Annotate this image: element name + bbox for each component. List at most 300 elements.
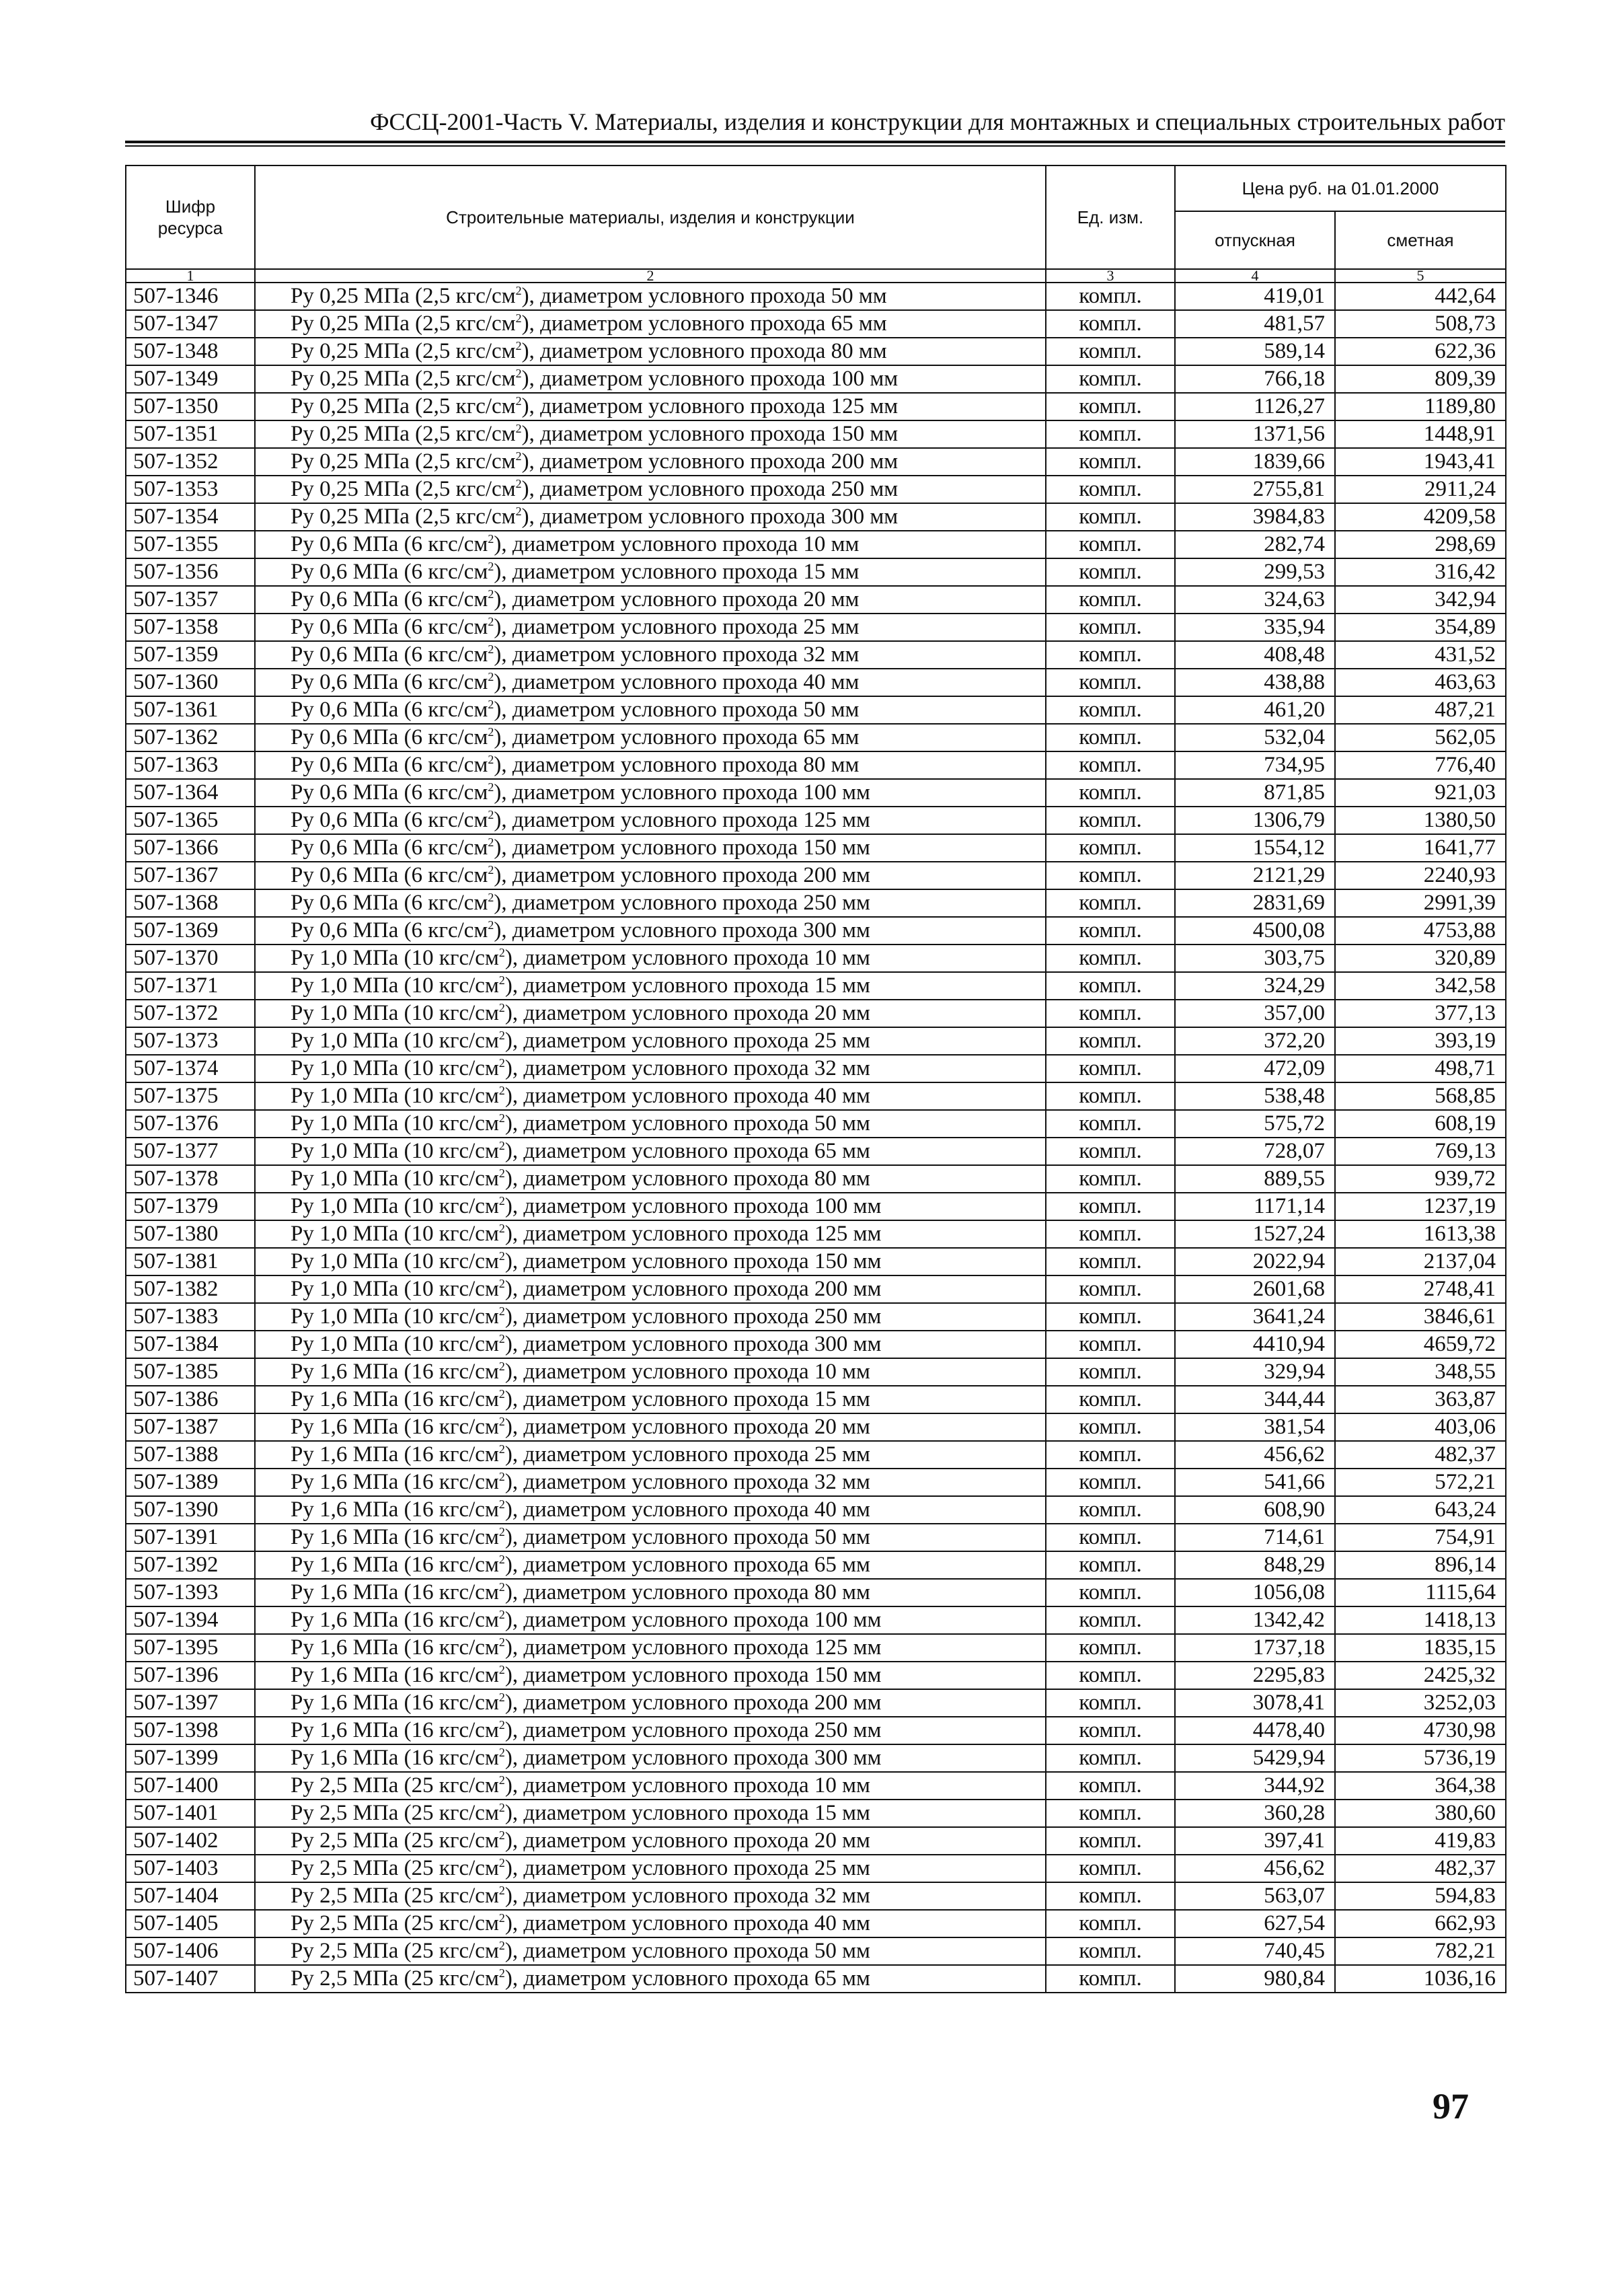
superscript: 2 [498,973,505,987]
superscript: 2 [515,311,522,325]
estimate-price: 754,91 [1335,1524,1506,1551]
resource-code: 507-1371 [126,972,255,1000]
superscript: 2 [498,1194,505,1208]
description-text: Ру 1,0 МПа (10 кгс/см [291,1001,499,1025]
release-price: 532,04 [1175,724,1335,751]
description-text: ), диаметром условного прохода 150 мм [494,836,870,860]
table-row [126,1110,1506,1138]
header-rule [125,141,1505,143]
table-row [126,614,1506,641]
estimate-price: 4753,88 [1335,917,1506,945]
resource-code: 507-1391 [126,1524,255,1551]
material-description [255,1910,1046,1937]
estimate-price: 662,93 [1335,1910,1506,1937]
material-description [255,889,1046,917]
release-price: 4478,40 [1175,1717,1335,1744]
table-row [126,503,1506,531]
description-text: ), диаметром условного прохода 10 мм [504,1773,870,1798]
superscript: 2 [498,1663,505,1676]
release-price: 329,94 [1175,1358,1335,1386]
superscript: 2 [498,1553,505,1566]
description-text: ), диаметром условного прохода 15 мм [494,560,860,584]
unit-cell: компл. [1046,1662,1175,1689]
resource-code: 507-1403 [126,1855,255,1882]
release-price: 889,55 [1175,1165,1335,1193]
description-text: Ру 0,25 МПа (2,5 кгс/см [291,311,516,336]
superscript: 2 [498,1966,505,1980]
description-text: Ру 0,6 МПа (6 кгс/см [291,808,488,832]
description-text: Ру 0,6 МПа (6 кгс/см [291,863,488,887]
description-text: ), диаметром условного прохода 25 мм [504,1856,870,1880]
material-description [255,1138,1046,1165]
estimate-price: 1448,91 [1335,420,1506,448]
release-price: 282,74 [1175,531,1335,558]
estimate-price: 393,19 [1335,1027,1506,1055]
description-text: Ру 0,6 МПа (6 кгс/см [291,836,488,860]
estimate-price: 380,60 [1335,1800,1506,1827]
description-text: Ру 0,6 МПа (6 кгс/см [291,670,488,694]
unit-cell: компл. [1046,1551,1175,1579]
superscript: 2 [488,532,494,546]
table-row [126,338,1506,365]
superscript: 2 [498,1691,505,1704]
description-text: ), диаметром условного прохода 200 мм [494,863,870,887]
table-row [126,1220,1506,1248]
release-price: 714,61 [1175,1524,1335,1551]
description-text: ), диаметром условного прохода 200 мм [521,449,899,474]
release-price: 472,09 [1175,1055,1335,1082]
release-price: 360,28 [1175,1800,1335,1827]
superscript: 2 [488,753,494,766]
resource-code: 507-1396 [126,1662,255,1689]
release-price: 461,20 [1175,696,1335,724]
unit-cell: компл. [1046,889,1175,917]
table-row [126,365,1506,393]
resource-code: 507-1346 [126,283,255,310]
material-description [255,1524,1046,1551]
table-row [126,1524,1506,1551]
material-description [255,862,1046,889]
estimate-price: 2137,04 [1335,1248,1506,1275]
description-text: ), диаметром условного прохода 20 мм [494,587,860,612]
release-price: 589,14 [1175,338,1335,365]
unit-cell: компл. [1046,1469,1175,1496]
table-row [126,669,1506,696]
table-body [126,283,1506,1993]
description-text: ), диаметром условного прохода 20 мм [504,1415,870,1439]
release-price: 324,63 [1175,586,1335,614]
description-text: ), диаметром условного прохода 150 мм [504,1249,882,1273]
description-text: Ру 0,25 МПа (2,5 кгс/см [291,394,516,418]
description-text: ), диаметром условного прохода 50 мм [504,1939,870,1963]
resource-code: 507-1386 [126,1386,255,1413]
unit-cell: компл. [1046,696,1175,724]
superscript: 2 [488,670,494,683]
superscript: 2 [498,1222,505,1235]
unit-cell: компл. [1046,1275,1175,1303]
unit-cell: компл. [1046,1082,1175,1110]
description-text: Ру 1,6 МПа (16 кгс/см [291,1525,499,1549]
description-text: Ру 1,6 МПа (16 кгс/см [291,1663,499,1687]
table-row [126,1248,1506,1275]
superscript: 2 [498,1608,505,1621]
release-price: 575,72 [1175,1110,1335,1138]
superscript: 2 [498,1911,505,1925]
description-text: Ру 0,25 МПа (2,5 кгс/см [291,284,516,308]
superscript: 2 [488,642,494,656]
column-header-unit: Ед. изм. [1046,165,1175,269]
release-price: 1126,27 [1175,393,1335,420]
estimate-price: 377,13 [1335,1000,1506,1027]
material-description [255,1193,1046,1220]
estimate-price: 1641,77 [1335,834,1506,862]
superscript: 2 [498,1056,505,1070]
description-text: ), диаметром условного прохода 65 мм [521,311,887,336]
table-row [126,779,1506,807]
release-price: 344,44 [1175,1386,1335,1413]
resource-code: 507-1404 [126,1882,255,1910]
release-price: 4410,94 [1175,1331,1335,1358]
release-price: 1371,56 [1175,420,1335,448]
superscript: 2 [515,505,522,518]
resource-code: 507-1407 [126,1965,255,1993]
unit-cell: компл. [1046,917,1175,945]
unit-cell: компл. [1046,1772,1175,1800]
material-description [255,503,1046,531]
resource-code: 507-1350 [126,393,255,420]
resource-code: 507-1397 [126,1689,255,1717]
table-row [126,1882,1506,1910]
table-row [126,1800,1506,1827]
resource-code: 507-1379 [126,1193,255,1220]
release-price: 1056,08 [1175,1579,1335,1606]
description-text: ), диаметром условного прохода 125 мм [494,808,870,832]
table-row [126,1082,1506,1110]
release-price: 848,29 [1175,1551,1335,1579]
table-row [126,1827,1506,1855]
release-price: 2295,83 [1175,1662,1335,1689]
release-price: 740,45 [1175,1937,1335,1965]
description-text: Ру 1,6 МПа (16 кгс/см [291,1442,499,1467]
estimate-price: 419,83 [1335,1827,1506,1855]
release-price: 1306,79 [1175,807,1335,834]
description-text: Ру 1,6 МПа (16 кгс/см [291,1635,499,1660]
release-price: 344,92 [1175,1772,1335,1800]
unit-cell: компл. [1046,310,1175,338]
estimate-price: 4659,72 [1335,1331,1506,1358]
table-row [126,1689,1506,1717]
description-text: ), диаметром условного прохода 250 мм [494,891,870,915]
material-description [255,586,1046,614]
estimate-price: 1237,19 [1335,1193,1506,1220]
superscript: 2 [488,725,494,739]
column-header-code: Шифр ресурса [126,165,255,269]
superscript: 2 [498,1939,505,1952]
description-text: Ру 1,0 МПа (10 кгс/см [291,1194,499,1218]
superscript: 2 [498,1635,505,1649]
estimate-price: 568,85 [1335,1082,1506,1110]
description-text: ), диаметром условного прохода 200 мм [504,1691,882,1715]
unit-cell: компл. [1046,807,1175,834]
estimate-price: 4209,58 [1335,503,1506,531]
estimate-price: 1943,41 [1335,448,1506,476]
table-row [126,1772,1506,1800]
unit-cell: компл. [1046,1579,1175,1606]
resource-code: 507-1369 [126,917,255,945]
estimate-price: 2748,41 [1335,1275,1506,1303]
superscript: 2 [498,1580,505,1594]
material-description [255,420,1046,448]
table-row [126,751,1506,779]
description-text: Ру 1,6 МПа (16 кгс/см [291,1497,499,1522]
description-text: Ру 1,0 МПа (10 кгс/см [291,1222,499,1246]
release-price: 3984,83 [1175,503,1335,531]
unit-cell: компл. [1046,1055,1175,1082]
description-text: ), диаметром условного прохода 250 мм [504,1304,882,1329]
table-row [126,834,1506,862]
unit-cell: компл. [1046,1717,1175,1744]
unit-cell: компл. [1046,1910,1175,1937]
resource-code: 507-1380 [126,1220,255,1248]
estimate-price: 482,37 [1335,1855,1506,1882]
estimate-price: 442,64 [1335,283,1506,310]
table-row [126,1275,1506,1303]
estimate-price: 1380,50 [1335,807,1506,834]
description-text: ), диаметром условного прохода 80 мм [521,339,887,363]
table-row [126,972,1506,1000]
resource-code: 507-1366 [126,834,255,862]
table-row [126,1579,1506,1606]
superscript: 2 [488,698,494,711]
description-text: Ру 0,6 МПа (6 кгс/см [291,587,488,612]
unit-cell: компл. [1046,1138,1175,1165]
material-description [255,310,1046,338]
estimate-price: 921,03 [1335,779,1506,807]
superscript: 2 [498,1277,505,1290]
description-text: ), диаметром условного прохода 32 мм [504,1884,870,1908]
table-row [126,1358,1506,1386]
table-row [126,1331,1506,1358]
material-description [255,1303,1046,1331]
superscript: 2 [498,1332,505,1345]
column-number: 3 [1046,269,1175,283]
estimate-price: 364,38 [1335,1772,1506,1800]
resource-code: 507-1388 [126,1441,255,1469]
table-row [126,586,1506,614]
table-row [126,310,1506,338]
material-description [255,1496,1046,1524]
resource-code: 507-1349 [126,365,255,393]
release-price: 728,07 [1175,1138,1335,1165]
unit-cell: компл. [1046,1027,1175,1055]
table-row [126,558,1506,586]
estimate-price: 572,21 [1335,1469,1506,1496]
estimate-price: 4730,98 [1335,1717,1506,1744]
unit-cell: компл. [1046,1827,1175,1855]
superscript: 2 [515,449,522,463]
table-row [126,1717,1506,1744]
superscript: 2 [498,1718,505,1732]
column-number: 4 [1175,269,1335,283]
description-text: ), диаметром условного прохода 32 мм [494,642,860,667]
description-text: Ру 1,6 МПа (16 кгс/см [291,1360,499,1384]
material-description [255,945,1046,972]
unit-cell: компл. [1046,751,1175,779]
material-description [255,1827,1046,1855]
release-price: 419,01 [1175,283,1335,310]
description-text: Ру 0,25 МПа (2,5 кгс/см [291,339,516,363]
description-text: Ру 0,6 МПа (6 кгс/см [291,918,488,942]
unit-cell: компл. [1046,503,1175,531]
resource-code: 507-1399 [126,1744,255,1772]
unit-cell: компл. [1046,420,1175,448]
table-row [126,1662,1506,1689]
material-description [255,1110,1046,1138]
superscript: 2 [488,808,494,821]
estimate-price: 508,73 [1335,310,1506,338]
description-text: ), диаметром условного прохода 150 мм [521,422,899,446]
estimate-price: 594,83 [1335,1882,1506,1910]
superscript: 2 [515,394,522,408]
unit-cell: компл. [1046,393,1175,420]
superscript: 2 [498,1111,505,1125]
superscript: 2 [498,1746,505,1759]
unit-cell: компл. [1046,1937,1175,1965]
description-text: ), диаметром условного прохода 300 мм [504,1332,882,1356]
material-description [255,1275,1046,1303]
release-price: 335,94 [1175,614,1335,641]
material-description [255,476,1046,503]
unit-cell: компл. [1046,448,1175,476]
description-text: Ру 0,6 МПа (6 кгс/см [291,560,488,584]
material-description [255,1634,1046,1662]
release-price: 3078,41 [1175,1689,1335,1717]
superscript: 2 [515,422,522,435]
superscript: 2 [515,284,522,297]
description-text: ), диаметром условного прохода 65 мм [504,1966,870,1991]
resource-code: 507-1359 [126,641,255,669]
table-row [126,283,1506,310]
superscript: 2 [498,1249,505,1263]
description-text: Ру 1,0 МПа (10 кгс/см [291,1332,499,1356]
material-description [255,614,1046,641]
column-header-release-price: отпускная [1175,211,1335,269]
unit-cell: компл. [1046,1110,1175,1138]
resource-code: 507-1353 [126,476,255,503]
unit-cell: компл. [1046,1634,1175,1662]
release-price: 2121,29 [1175,862,1335,889]
description-text: Ру 0,6 МПа (6 кгс/см [291,753,488,777]
resource-code: 507-1394 [126,1606,255,1634]
material-description [255,1331,1046,1358]
resource-code: 507-1352 [126,448,255,476]
column-header-estimate-price: сметная [1335,211,1506,269]
superscript: 2 [498,1001,505,1014]
description-text: ), диаметром условного прохода 40 мм [504,1911,870,1935]
unit-cell: компл. [1046,669,1175,696]
material-description [255,1082,1046,1110]
estimate-price: 342,94 [1335,586,1506,614]
unit-cell: компл. [1046,1441,1175,1469]
unit-cell: компл. [1046,862,1175,889]
release-price: 408,48 [1175,641,1335,669]
superscript: 2 [488,863,494,877]
resource-code: 507-1376 [126,1110,255,1138]
release-price: 980,84 [1175,1965,1335,1993]
material-description [255,1055,1046,1082]
release-price: 541,66 [1175,1469,1335,1496]
superscript: 2 [498,1360,505,1373]
unit-cell: компл. [1046,1358,1175,1386]
description-text: Ру 2,5 МПа (25 кгс/см [291,1884,499,1908]
table-row [126,696,1506,724]
resource-code: 507-1390 [126,1496,255,1524]
superscript: 2 [488,615,494,628]
estimate-price: 939,72 [1335,1165,1506,1193]
release-price: 2755,81 [1175,476,1335,503]
table-row [126,531,1506,558]
description-text: ), диаметром условного прохода 100 мм [521,367,899,391]
release-price: 4500,08 [1175,917,1335,945]
release-price: 303,75 [1175,945,1335,972]
resource-code: 507-1381 [126,1248,255,1275]
description-text: Ру 2,5 МПа (25 кгс/см [291,1773,499,1798]
description-text: Ру 1,6 МПа (16 кгс/см [291,1387,499,1411]
unit-cell: компл. [1046,1386,1175,1413]
description-text: Ру 2,5 МПа (25 кгс/см [291,1911,499,1935]
estimate-price: 1115,64 [1335,1579,1506,1606]
table-row [126,1937,1506,1965]
description-text: Ру 1,6 МПа (16 кгс/см [291,1553,499,1577]
estimate-price: 3846,61 [1335,1303,1506,1331]
description-text: Ру 1,6 МПа (16 кгс/см [291,1580,499,1604]
material-description [255,1469,1046,1496]
description-text: Ру 1,0 МПа (10 кгс/см [291,1029,499,1053]
superscript: 2 [498,1442,505,1456]
resource-code: 507-1401 [126,1800,255,1827]
superscript: 2 [498,1387,505,1401]
estimate-price: 2911,24 [1335,476,1506,503]
resource-code: 507-1367 [126,862,255,889]
description-text: Ру 0,25 МПа (2,5 кгс/см [291,449,516,474]
description-text: Ру 1,0 МПа (10 кгс/см [291,1111,499,1136]
superscript: 2 [498,1856,505,1869]
superscript: 2 [498,1497,505,1511]
release-price: 1527,24 [1175,1220,1335,1248]
description-text: ), диаметром условного прохода 25 мм [504,1029,870,1053]
unit-cell: компл. [1046,614,1175,641]
release-price: 627,54 [1175,1910,1335,1937]
estimate-price: 622,36 [1335,338,1506,365]
material-description [255,1937,1046,1965]
material-description [255,1248,1046,1275]
description-text: ), диаметром условного прохода 40 мм [504,1497,870,1522]
material-description [255,1220,1046,1248]
release-price: 734,95 [1175,751,1335,779]
table-row [126,1744,1506,1772]
unit-cell: компл. [1046,945,1175,972]
description-text: ), диаметром условного прохода 100 мм [504,1608,882,1632]
estimate-price: 562,05 [1335,724,1506,751]
description-text: ), диаметром условного прохода 10 мм [504,946,870,970]
column-number: 1 [126,269,255,283]
resource-code: 507-1406 [126,1937,255,1965]
table-row [126,420,1506,448]
resource-code: 507-1402 [126,1827,255,1855]
estimate-price: 3252,03 [1335,1689,1506,1717]
description-text: Ру 1,6 МПа (16 кгс/см [291,1470,499,1494]
superscript: 2 [498,1139,505,1152]
